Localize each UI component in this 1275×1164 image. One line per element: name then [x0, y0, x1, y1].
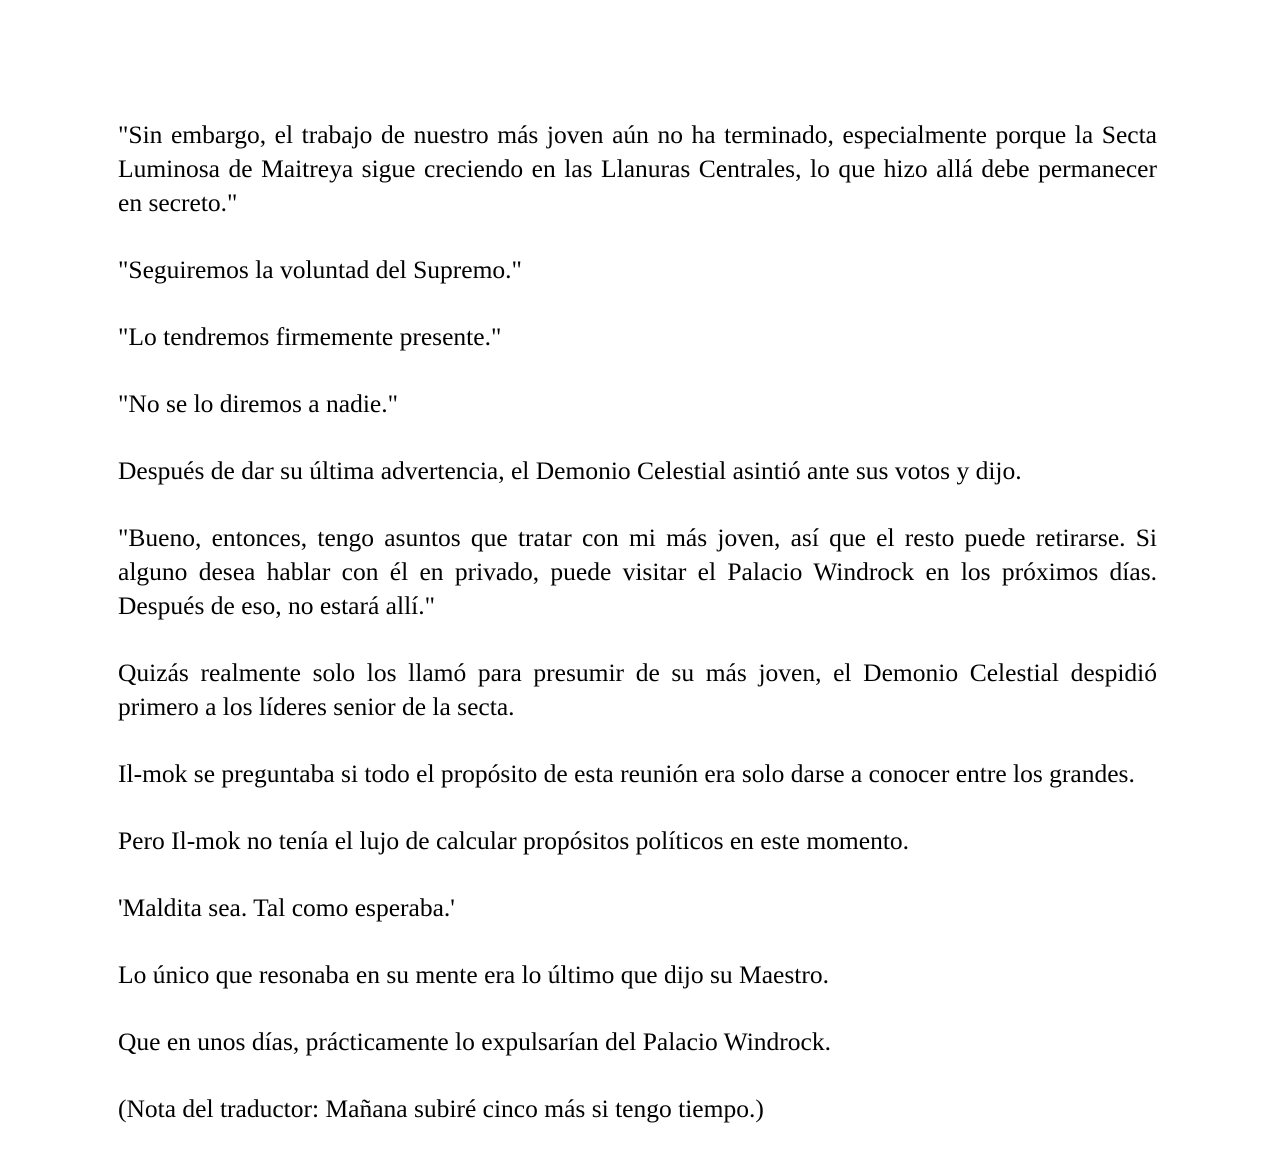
paragraph-2: "Seguiremos la voluntad del Supremo." — [118, 255, 522, 284]
paragraph-7: Quizás realmente solo los llamó para presumir de su más joven, el Demonio Celestial despidió primero a los líderes senior de la secta. — [118, 658, 1157, 721]
paragraph-5: Después de dar su última advertencia, el Demonio Celestial asintió ante sus votos y dijo. — [118, 456, 1022, 485]
paragraph-6: "Bueno, entonces, tengo asuntos que tratar con mi más joven, así que el resto puede retirarse. Si alguno desea hablar con él en privado, puede visitar el Palacio Windrock en los próximos días. Después de eso, no estará allí." — [118, 523, 1157, 620]
paragraph-1: "Sin embargo, el trabajo de nuestro más joven aún no ha terminado, especialmente porque la Secta Luminosa de Maitreya sigue creciendo en las Llanuras Centrales, lo que hizo allá debe permanecer en secreto." — [118, 120, 1157, 217]
document-page — [118, 118, 1157, 1126]
paragraph-11: Lo único que resonaba en su mente era lo último que dijo su Maestro. — [118, 960, 829, 989]
paragraph-3: "Lo tendremos firmemente presente." — [118, 322, 502, 351]
paragraph-10: 'Maldita sea. Tal como esperaba.' — [118, 893, 455, 922]
paragraph-12: Que en unos días, prácticamente lo expulsarían del Palacio Windrock. — [118, 1027, 831, 1056]
paragraph-4: "No se lo diremos a nadie." — [118, 389, 399, 418]
translator-note: (Nota del traductor: Mañana subiré cinco más si tengo tiempo.) — [118, 1094, 764, 1123]
paragraph-8: Il-mok se preguntaba si todo el propósito de esta reunión era solo darse a conocer entre los grandes. — [118, 759, 1135, 788]
paragraph-9: Pero Il-mok no tenía el lujo de calcular propósitos políticos en este momento. — [118, 826, 910, 855]
